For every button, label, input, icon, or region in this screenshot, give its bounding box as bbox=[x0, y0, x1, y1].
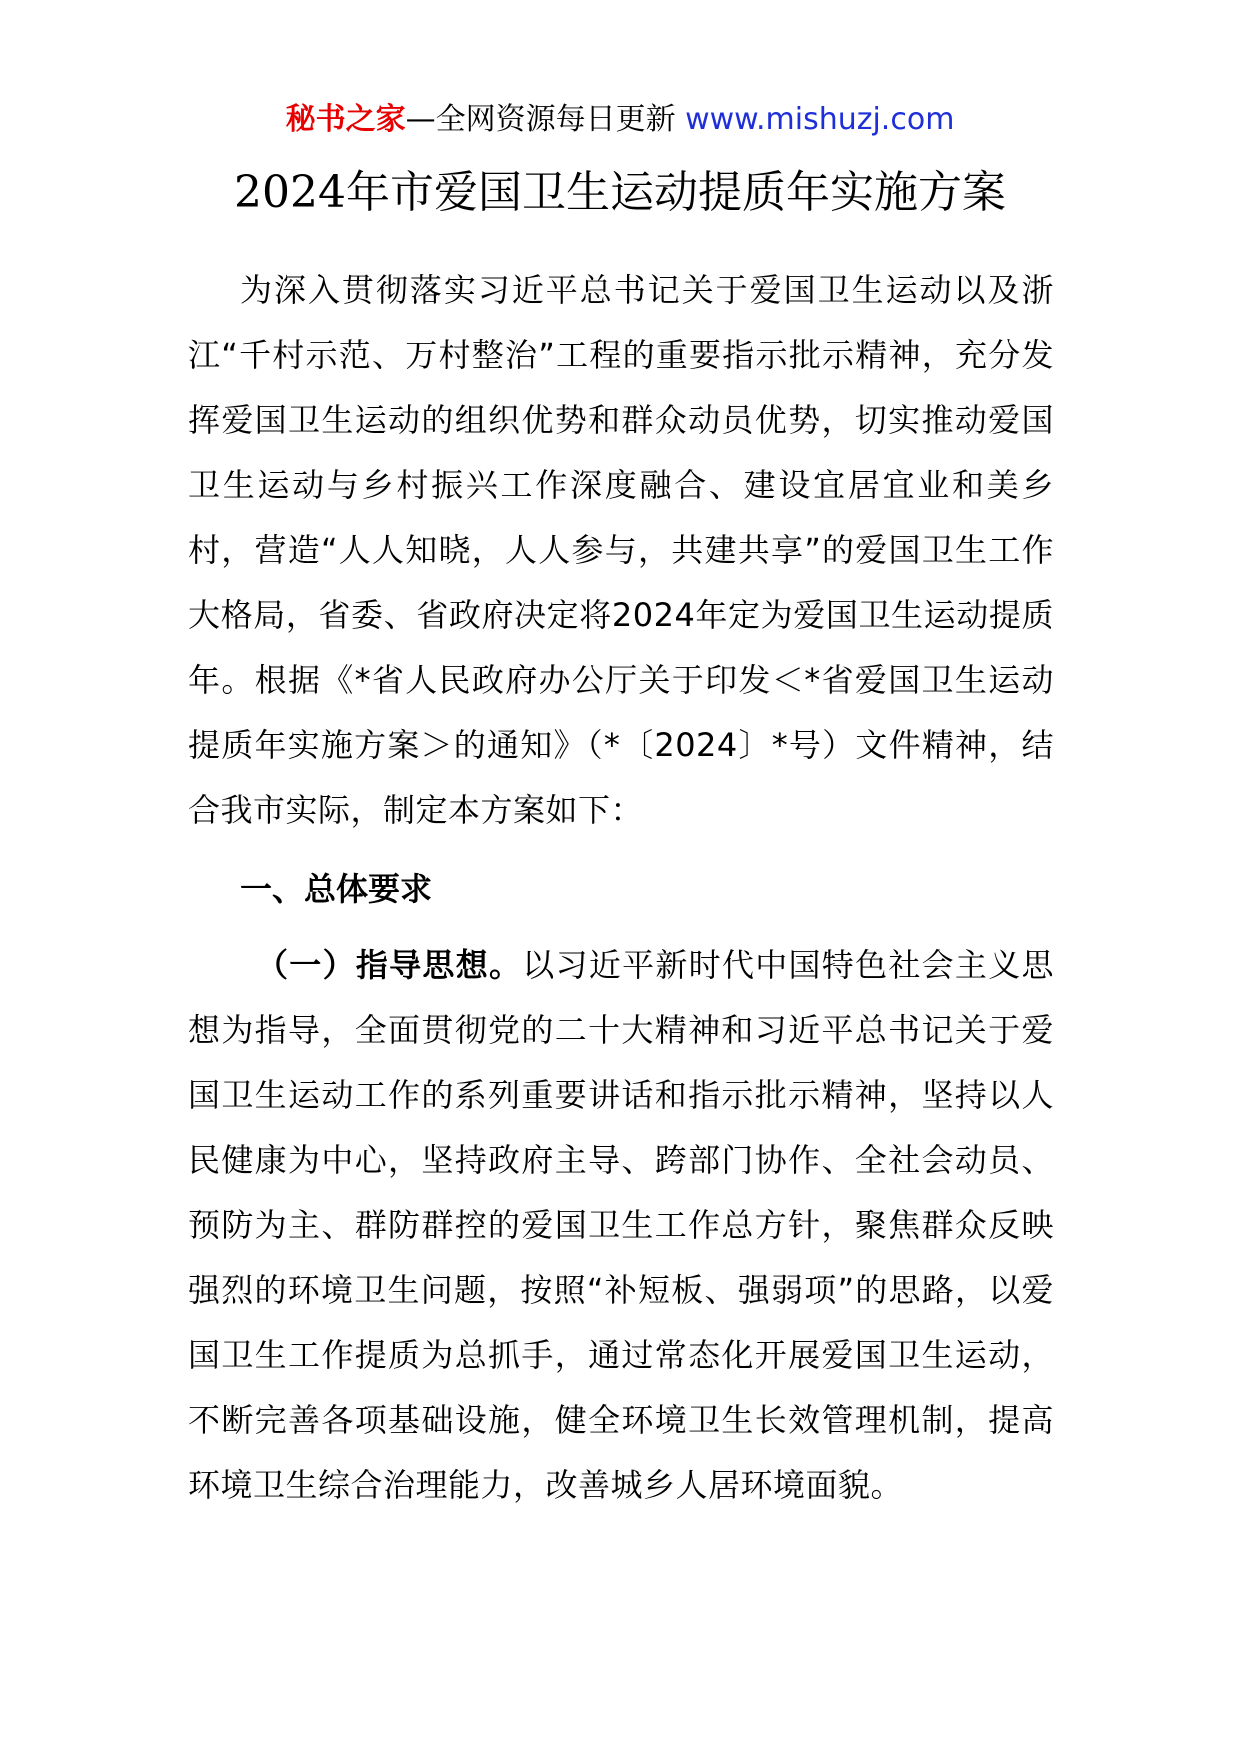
section-heading-overall-requirements: 一、总体要求 bbox=[240, 870, 433, 908]
intro-paragraph: 为深入贯彻落实习近平总书记关于爱国卫生运动以及浙江“千村示范、万村整治”工程的重要指示批示精神，充分发挥爱国卫生运动的组织优势和群众动员优势，切实推动爱国卫生运动与乡村振兴工作深度融合、建设宜居宜业和美乡村，营造“人人知晓，人人参与，共建共享”的爱国卫生工作大格局，省委、省政府决定将2024年定为爱国卫生运动提质年。根据《*省人民政府办公厅关于印发＜*省爱国卫生运动提质年实施方案＞的通知》（*〔2024〕*号）文件精神，结合我市实际，制定本方案如下： bbox=[188, 271, 1054, 829]
guiding-ideology-paragraph bbox=[188, 933, 1054, 1518]
brand-name: 秘书之家 bbox=[285, 102, 406, 137]
site-url-link[interactable]: www.mishuzj.com bbox=[675, 102, 955, 137]
document-title bbox=[0, 163, 1240, 223]
site-banner bbox=[0, 100, 1240, 140]
subsection-text: 以习近平新时代中国特色社会主义思想为指导，全面贯彻党的二十大精神和习近平总书记关于爱国卫生运动工作的系列重要讲话和指示批示精神，坚持以人民健康为中心，坚持政府主导、跨部门协作、全社会动员、预防为主、群防群控的爱国卫生工作总方针，聚焦群众反映强烈的环境卫生问题，按照“补短板、强弱项”的思路，以爱国卫生工作提质为总抓手，通过常态化开展爱国卫生运动，不断完善各项基础设施，健全环境卫生长效管理机制，提高环境卫生综合治理能力，改善城乡人居环境面貌。 bbox=[188, 946, 1054, 1504]
subsection-lead: （一）指导思想。 bbox=[256, 946, 523, 984]
title-text: 年市爱国卫生运动提质年实施方案 bbox=[345, 167, 1006, 218]
title-year: 2024 bbox=[234, 167, 346, 218]
banner-slogan: —全网资源每日更新 bbox=[405, 102, 676, 137]
